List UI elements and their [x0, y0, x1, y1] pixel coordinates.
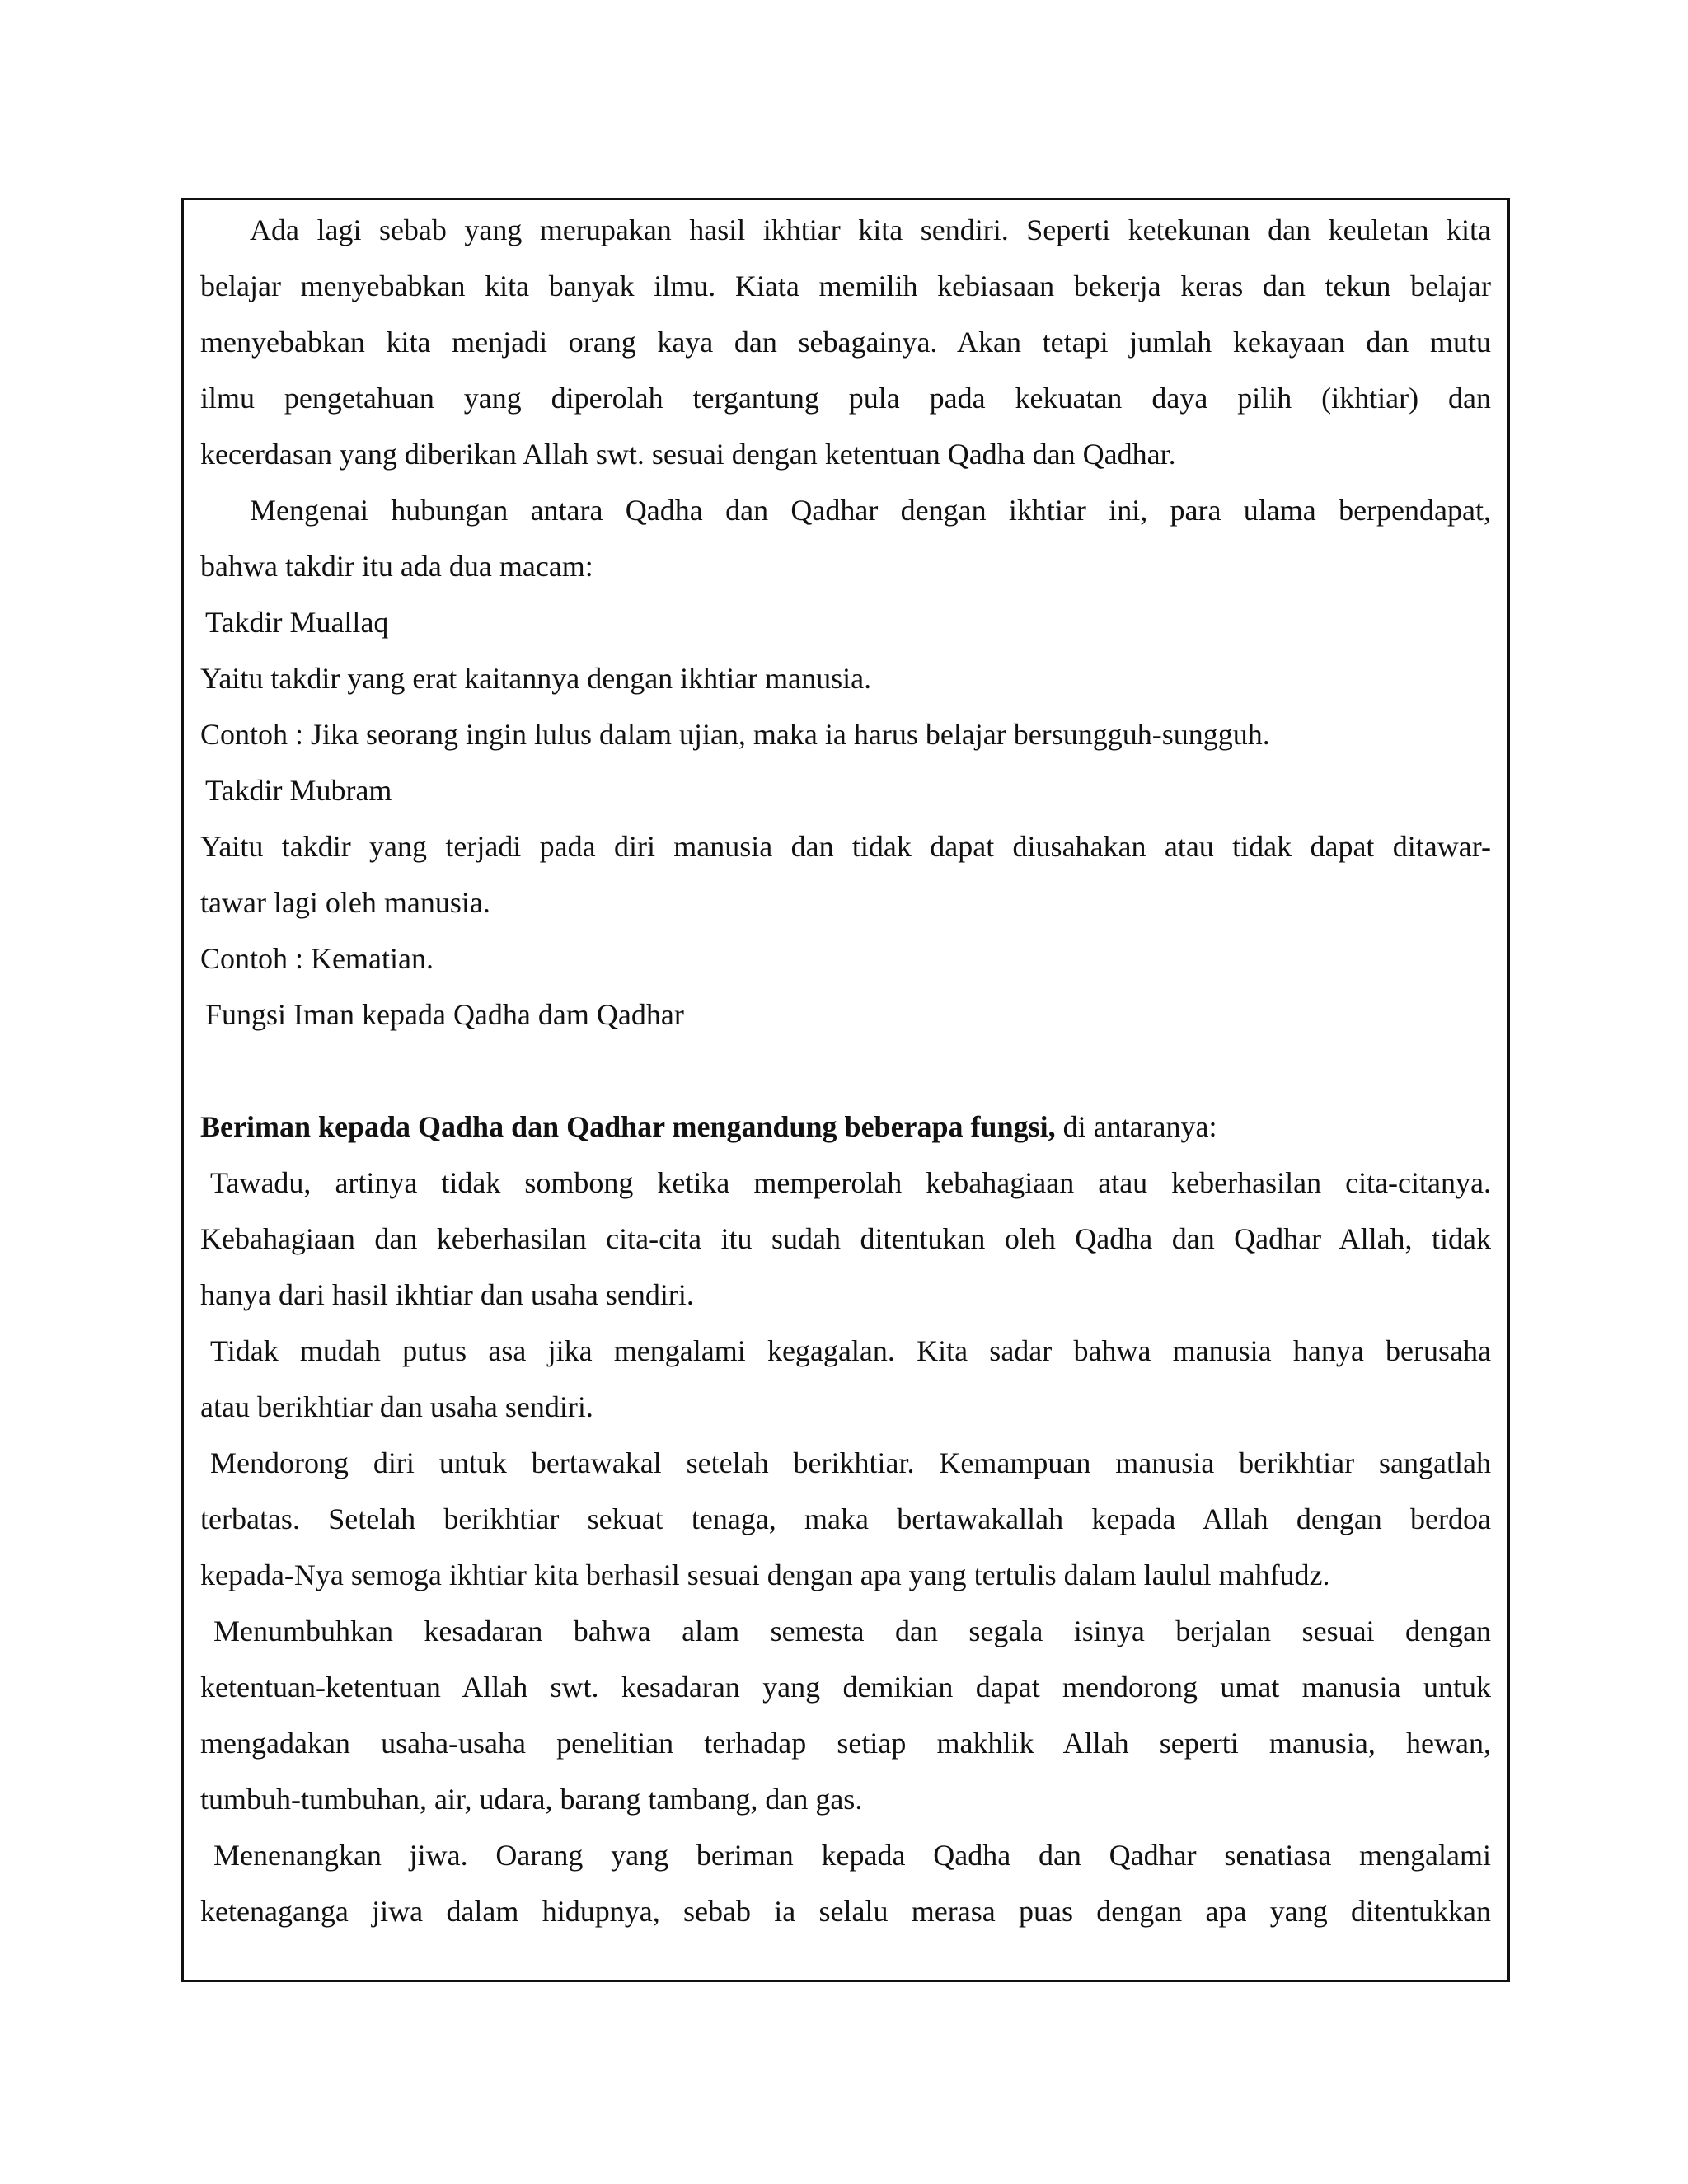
list-heading: Takdir Mubram [205, 774, 392, 807]
paragraph-line: belajar menyebabkan kita banyak ilmu. Kiata memilih kebiasaan bekerja keras dan tekun belajar [200, 269, 1491, 302]
paragraph-line: Yaitu takdir yang terjadi pada diri manusia dan tidak dapat diusahakan atau tidak dapat ditawar- [200, 830, 1491, 863]
list-item-line: Tidak mudah putus asa jika mengalami kegagalan. Kita sadar bahwa manusia hanya berusaha [210, 1334, 1491, 1367]
list-item-line: Kebahagiaan dan keberhasilan cita-cita itu sudah ditentukan oleh Qadha dan Qadhar Allah, tidak [200, 1222, 1491, 1255]
list-item-line: Tawadu, artinya tidak sombong ketika memperolah kebahagiaan atau keberhasilan cita-citanya. [210, 1166, 1491, 1199]
paragraph-line: menyebabkan kita menjadi orang kaya dan sebagainya. Akan tetapi jumlah kekayaan dan mutu [200, 326, 1491, 359]
list-item-line: tumbuh-tumbuhan, air, udara, barang tambang, dan gas. [200, 1783, 863, 1816]
list-item-line: Menenangkan jiwa. Oarang yang beriman kepada Qadha dan Qadhar senatiasa mengalami [213, 1839, 1491, 1872]
list-item-line: atau berikhtiar dan usaha sendiri. [200, 1390, 593, 1423]
list-item-line: mengadakan usaha-usaha penelitian terhadap setiap makhlik Allah seperti manusia, hewan, [200, 1727, 1491, 1760]
list-item-line: Menumbuhkan kesadaran bahwa alam semesta dan segala isinya berjalan sesuai dengan [213, 1615, 1491, 1647]
paragraph-line: Yaitu takdir yang erat kaitannya dengan ikhtiar manusia. [200, 662, 872, 695]
paragraph-line: Mengenai hubungan antara Qadha dan Qadhar dengan ikhtiar ini, para ulama berpendapat, [250, 494, 1491, 527]
section-heading: Fungsi Iman kepada Qadha dam Qadhar [205, 998, 684, 1031]
list-item-line: ketentuan-ketentuan Allah swt. kesadaran yang demikian dapat mendorong umat manusia untuk [200, 1671, 1491, 1704]
list-item-line: terbatas. Setelah berikhtiar sekuat tenaga, maka bertawakallah kepada Allah dengan berdoa [200, 1502, 1491, 1535]
paragraph-line: kecerdasan yang diberikan Allah swt. sesuai dengan ketentuan Qadha dan Qadhar. [200, 438, 1176, 471]
list-item-line: hanya dari hasil ikhtiar dan usaha sendiri. [200, 1278, 694, 1311]
intro-rest: di antaranya: [1055, 1110, 1217, 1143]
paragraph-line: Contoh : Jika seorang ingin lulus dalam ujian, maka ia harus belajar bersungguh-sungguh. [200, 718, 1270, 751]
list-item-line: Mendorong diri untuk bertawakal setelah berikhtiar. Kemampuan manusia berikhtiar sangatlah [210, 1446, 1491, 1479]
paragraph-line: ilmu pengetahuan yang diperolah tergantung pula pada kekuatan daya pilih (ikhtiar) dan [200, 382, 1491, 415]
list-item-line: ketenaganga jiwa dalam hidupnya, sebab ia selalu merasa puas dengan apa yang ditentukkan [200, 1895, 1491, 1928]
intro-bold: Beriman kepada Qadha dan Qadhar mengandung beberapa fungsi, [200, 1110, 1056, 1143]
paragraph-line: bahwa takdir itu ada dua macam: [200, 550, 593, 583]
paragraph-line: Ada lagi sebab yang merupakan hasil ikhtiar kita sendiri. Seperti ketekunan dan keuletan kita [250, 213, 1491, 246]
document-frame [181, 198, 1510, 1982]
list-heading: Takdir Muallaq [205, 606, 389, 639]
paragraph-line: tawar lagi oleh manusia. [200, 886, 490, 919]
list-item-line: kepada-Nya semoga ikhtiar kita berhasil sesuai dengan apa yang tertulis dalam laulul mahfudz. [200, 1558, 1330, 1591]
paragraph-line: Contoh : Kematian. [200, 942, 434, 975]
intro-line [200, 1099, 1491, 1155]
